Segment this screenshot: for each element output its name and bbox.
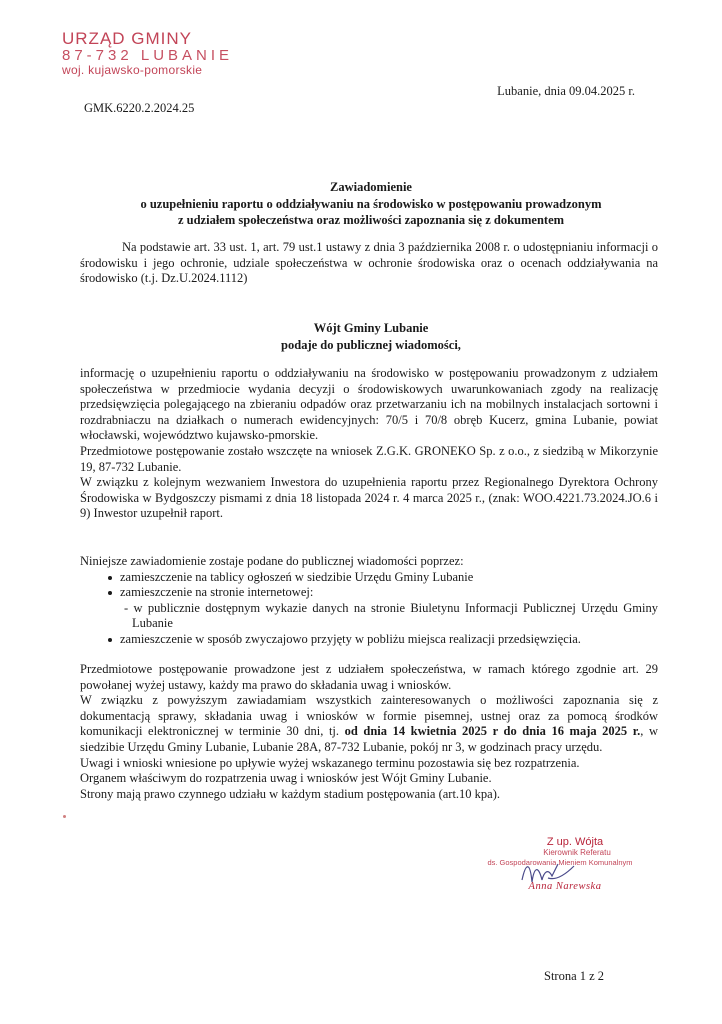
closing-paragraph-2	[80, 693, 658, 755]
announcement-line-2: podaje do publicznej wiadomości,	[281, 337, 461, 352]
announcement-line-1: Wójt Gminy Lubanie	[313, 321, 429, 335]
place-and-date: Lubanie, dnia 09.04.2025 r.	[497, 84, 635, 98]
signatory-name: Anna Narewska	[528, 881, 602, 892]
list-item	[80, 585, 658, 601]
publication-section	[80, 554, 658, 648]
list-item	[80, 632, 658, 648]
title-line-1: Zawiadomienie	[330, 180, 412, 194]
stamp-line-office: URZĄD GMINY	[62, 29, 192, 48]
list-item-text: zamieszczenie na tablicy ogłoszeń w siedzibie Urzędu Gminy Lubanie	[120, 569, 474, 584]
closing-p2-start: W związku z powyższym zawiadamiam wszystkich zainteresowanych o możliwości zapoznania się z dokumentacją sprawy, składania uwag i wniosków w formie pisemnej, ustnej oraz za pomocą środków komunikacji elektronicznej w terminie 30 dni, tj.	[80, 693, 658, 739]
signature-block	[470, 836, 650, 892]
list-item-text: zamieszczenie w sposób zwyczajowo przyjęty w pobliżu miejsca realizacji przedsięwzięcia.	[120, 631, 581, 646]
stamp-line-voivodeship: woj. kujawsko-pomorskie	[62, 62, 203, 77]
closing-paragraph-5: Strony mają prawo czynnego udziału w każdym stadium postępowania (art.10 kpa).	[80, 786, 501, 801]
case-number: GMK.6220.2.2024.25	[84, 101, 195, 115]
publication-list-cont	[80, 632, 658, 648]
main-paragraph-3: W związku z kolejnym wezwaniem Inwestora do uzupełnienia raportu przez Regionalnego Dyrektora Ochrony Środowiska w Bydgoszczy pismami z dnia 18 listopada 2024 r. 4 marca 2025 r., (znak: WOO.4221.73.2024.JO.6 i 9) Inwestor uzupełnił raport.	[80, 475, 658, 521]
publication-list	[80, 570, 658, 601]
deadline-dates: od dnia 14 kwietnia 2025 r do dnia 16 maja 2025 r.	[344, 724, 641, 739]
legal-basis-paragraph	[80, 240, 658, 287]
list-item	[80, 570, 658, 586]
signature-department: ds. Gospodarowania Mieniem Komunalnym	[487, 858, 633, 867]
closing-p2-end: , w siedzibie Urzędu Gminy Lubanie, Lubanie 28A, 87-732 Lubanie, pokój nr 3, w godzinach pracy urzędu.	[80, 724, 659, 754]
legal-basis-text: Na podstawie art. 33 ust. 1, art. 79 ust.1 ustawy z dnia 3 października 2008 r. o udostępnianiu informacji o środowisku i jego ochronie, udziale społeczeństwa w ochronie środowiska oraz o ocenach oddziaływania na środowisko (t.j. Dz.U.2024.1112)	[80, 240, 658, 286]
margin-mark	[63, 815, 66, 818]
main-paragraph-2: Przedmiotowe postępowanie zostało wszczęte na wniosek Z.G.K. GRONEKO Sp. z o.o., z siedzibą w Mikorzynie 19, 87-732 Lubanie.	[80, 443, 658, 474]
document-title	[80, 179, 662, 229]
main-paragraph-1: informację o uzupełnieniu raportu o oddziaływaniu na środowisko w postępowaniu prowadzonym z udziałem społeczeństwa w przedmiocie wydania decyzji o środowiskowych uwarunkowaniach zgody na realizację przedsięwzięcia polegającego na zbieraniu odpadów oraz przetwarzaniu ich na mobilnych instalacjach sortowni i rozdrabniaczu na działkach o numerach ewidencyjnych: 70/5 i 70/8 obręb Kucerz, gmina Lubanie, powiat włocławski, województwo kujawsko-pmorskie.	[80, 366, 658, 443]
main-content	[80, 366, 658, 522]
signature-authority: Z up. Wójta	[546, 836, 604, 848]
list-subitem	[80, 601, 658, 632]
closing-paragraph-3: Uwagi i wnioski wniesione po upływie wyżej wskazanego terminu pozostawia się bez rozpatrzenia.	[80, 755, 580, 770]
office-stamp	[62, 30, 233, 76]
closing-section	[80, 662, 658, 802]
list-item-text: zamieszczenie na stronie internetowej:	[120, 585, 314, 600]
announcement-heading	[80, 320, 662, 353]
closing-paragraph-4: Organem właściwym do rozpatrzenia uwag i wniosków jest Wójt Gminy Lubanie.	[80, 771, 492, 786]
handwritten-signature-icon	[518, 858, 578, 888]
signature-position: Kierownik Referatu	[543, 848, 611, 857]
title-line-2: o uzupełnieniu raportu o oddziaływaniu na środowisko w postępowaniu prowadzonym	[140, 196, 602, 211]
publication-intro: Niniejsze zawiadomienie zostaje podane do publicznej wiadomości poprzez:	[80, 554, 464, 568]
title-line-3: z udziałem społeczeństwa oraz możliwości zapoznania się z dokumentem	[177, 213, 565, 227]
closing-paragraph-1: Przedmiotowe postępowanie prowadzone jest z udziałem społeczeństwa, w ramach którego zgodnie art. 29 powołanej wyżej ustawy, każdy ma prawo do składania uwag i wniosków.	[80, 662, 658, 692]
page-number: Strona 1 z 2	[544, 969, 605, 983]
stamp-line-postcode: 87-732 LUBANIE	[62, 46, 234, 64]
list-subitem-text: - w publicznie dostępnym wykazie danych na stronie Biuletynu Informacji Publicznej Urzędu Gminy Lubanie	[124, 600, 658, 631]
